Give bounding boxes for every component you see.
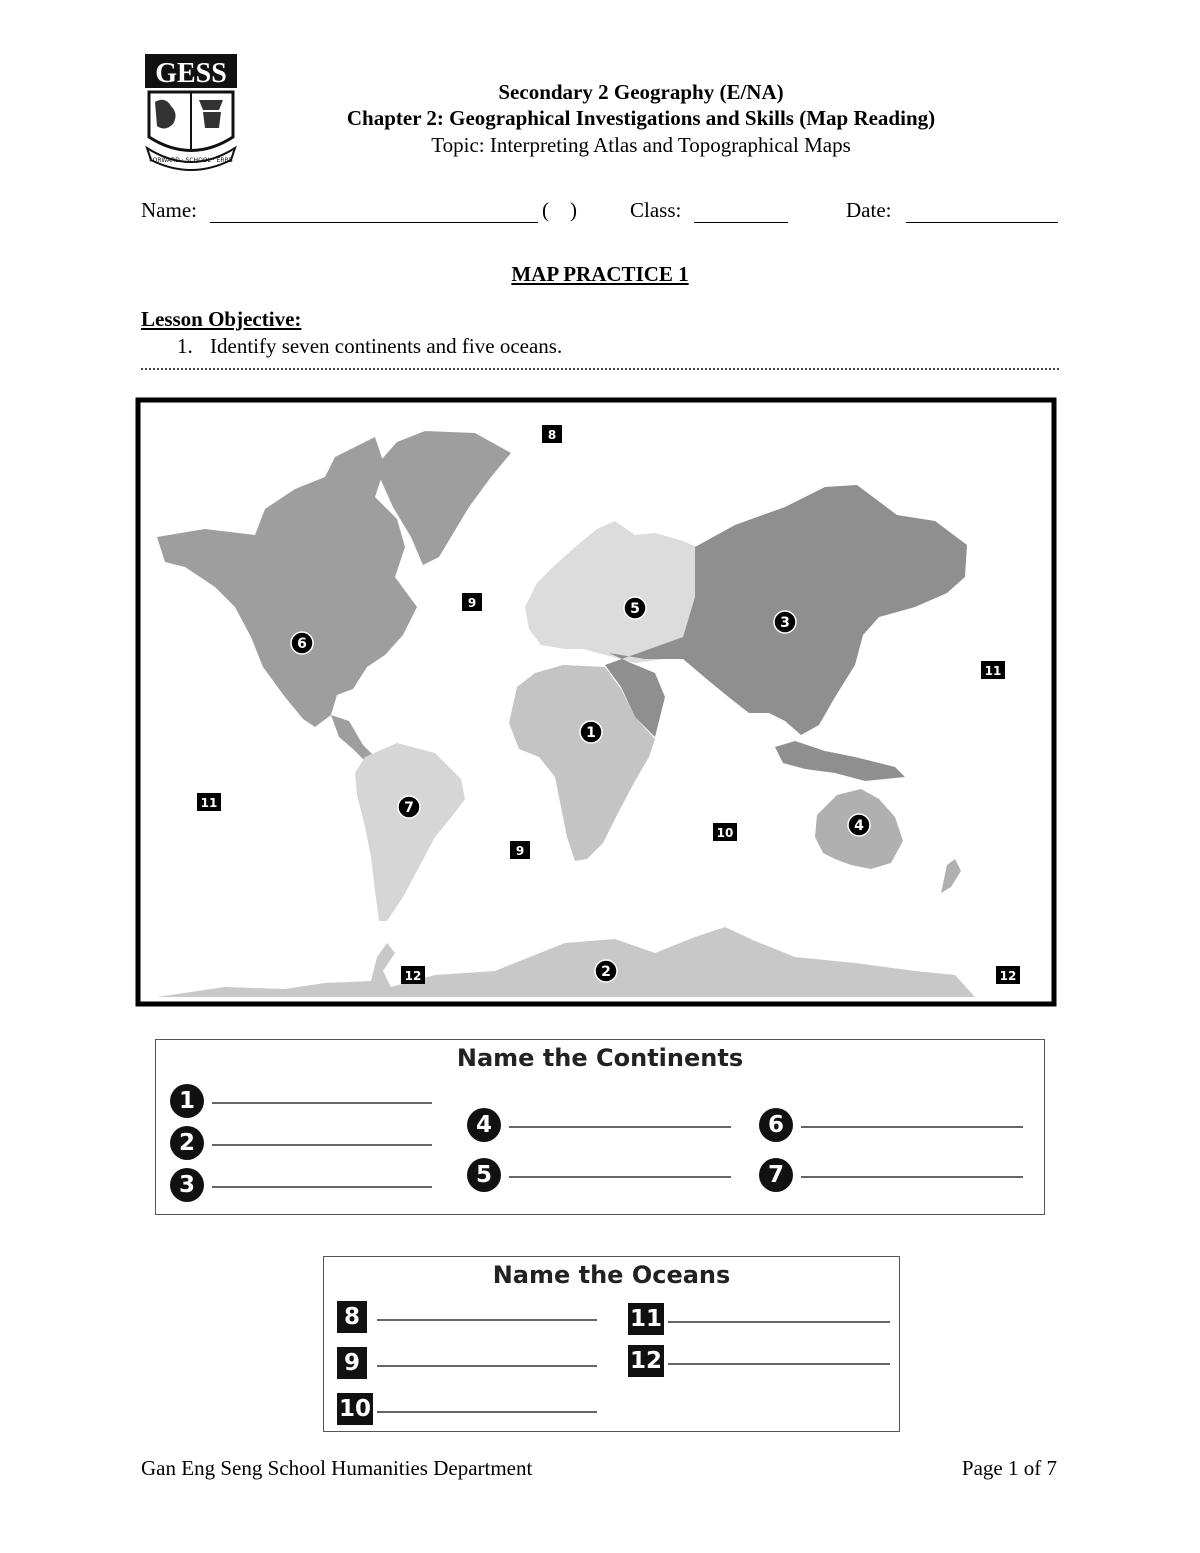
continents-answer-box: [155, 1039, 1045, 1215]
svg-text:4: 4: [854, 818, 864, 834]
marker-europe: [624, 597, 646, 619]
ocean-answer-row: [628, 1345, 890, 1379]
topic-title: Topic: Interpreting Atlas and Topographical Maps: [431, 133, 851, 157]
class-label: Class:: [630, 198, 682, 222]
objective-heading: Lesson Objective:: [141, 307, 302, 331]
number-badge: 11: [628, 1303, 664, 1335]
dotted-divider: [141, 368, 1059, 370]
number-badge: 7: [759, 1158, 793, 1192]
answer-line[interactable]: [668, 1321, 890, 1323]
answer-line[interactable]: [801, 1126, 1023, 1128]
number-badge: 12: [628, 1345, 664, 1377]
number-badge: 8: [337, 1301, 367, 1333]
footer-page-number: Page 1 of 7: [961, 1456, 1057, 1480]
marker-north-america: [291, 632, 313, 654]
svg-text:9: 9: [515, 844, 525, 858]
svg-text:3: 3: [780, 615, 790, 631]
chapter-title: Chapter 2: Geographical Investigations and Skills (Map Reading): [346, 106, 936, 130]
ocean-answer-row: [628, 1303, 890, 1337]
number-badge: 9: [337, 1347, 367, 1379]
footer-department: Gan Eng Seng School Humanities Department: [141, 1456, 533, 1480]
marker-southern-ocean-east: [996, 966, 1020, 984]
name-label: Name:: [141, 198, 197, 222]
svg-text:7: 7: [404, 800, 414, 816]
answer-line[interactable]: [509, 1176, 731, 1178]
number-badge: 1: [170, 1084, 204, 1118]
answer-line[interactable]: [668, 1363, 890, 1365]
svg-text:11: 11: [984, 664, 1002, 678]
ocean-answer-row: [337, 1301, 597, 1335]
oceans-answer-box: [323, 1256, 900, 1432]
number-badge: 2: [170, 1126, 204, 1160]
answer-line[interactable]: [377, 1411, 597, 1413]
svg-text:12: 12: [999, 969, 1017, 983]
marker-atlantic-ocean-south: [510, 841, 530, 859]
svg-text:9: 9: [467, 596, 477, 610]
marker-atlantic-ocean-north: [462, 593, 482, 611]
class-blank[interactable]: [694, 222, 788, 223]
marker-africa: [580, 721, 602, 743]
oceans-box-title: Name the Oceans: [492, 1261, 731, 1289]
answer-line[interactable]: [377, 1365, 597, 1367]
svg-text:8: 8: [547, 428, 557, 442]
logo-motto: FORWARD · SCHOOL · ERBB: [149, 157, 233, 164]
marker-asia: [774, 611, 796, 633]
svg-text:2: 2: [601, 964, 611, 980]
course-title: Secondary 2 Geography (E/NA): [498, 80, 784, 104]
answer-line[interactable]: [801, 1176, 1023, 1178]
continent-answer-row: [170, 1084, 432, 1118]
continent-answer-row: [759, 1108, 1023, 1142]
continent-answer-row: [467, 1108, 731, 1142]
continent-answer-row: [170, 1168, 432, 1202]
marker-pacific-ocean-west: [197, 793, 221, 811]
svg-text:6: 6: [297, 636, 307, 652]
svg-text:1: 1: [586, 725, 596, 741]
worksheet-title: MAP PRACTICE 1: [511, 262, 689, 286]
marker-australia: [848, 814, 870, 836]
world-map: [135, 397, 1057, 1007]
number-badge: 3: [170, 1168, 204, 1202]
date-blank[interactable]: [906, 222, 1058, 223]
answer-line[interactable]: [377, 1319, 597, 1321]
objective-text: Identify seven continents and five oceans.: [210, 334, 563, 358]
svg-text:11: 11: [200, 796, 218, 810]
marker-indian-ocean: [713, 823, 737, 841]
svg-text:5: 5: [630, 601, 640, 617]
logo-lettering: GESS: [155, 58, 227, 89]
number-badge: 10: [337, 1393, 373, 1425]
svg-text:10: 10: [716, 826, 734, 840]
name-blank[interactable]: [210, 222, 538, 223]
index-number-blank[interactable]: ( ): [542, 198, 577, 222]
marker-south-america: [398, 796, 420, 818]
ocean-answer-row: [337, 1393, 597, 1427]
continent-answer-row: [759, 1158, 1023, 1192]
ocean-answer-row: [337, 1347, 597, 1381]
continents-box-title: Name the Continents: [456, 1044, 744, 1072]
answer-line[interactable]: [212, 1144, 432, 1146]
number-badge: 5: [467, 1158, 501, 1192]
answer-line[interactable]: [212, 1186, 432, 1188]
objective-number: 1.: [177, 334, 193, 358]
marker-pacific-ocean-east: [981, 661, 1005, 679]
number-badge: 6: [759, 1108, 793, 1142]
date-label: Date:: [846, 198, 892, 222]
continent-answer-row: [467, 1158, 731, 1192]
marker-southern-ocean-west: [401, 966, 425, 984]
marker-antarctica: [595, 960, 617, 982]
school-logo: [143, 52, 239, 172]
number-badge: 4: [467, 1108, 501, 1142]
svg-text:12: 12: [404, 969, 422, 983]
marker-arctic-ocean: [542, 425, 562, 443]
answer-line[interactable]: [212, 1102, 432, 1104]
continent-answer-row: [170, 1126, 432, 1160]
answer-line[interactable]: [509, 1126, 731, 1128]
